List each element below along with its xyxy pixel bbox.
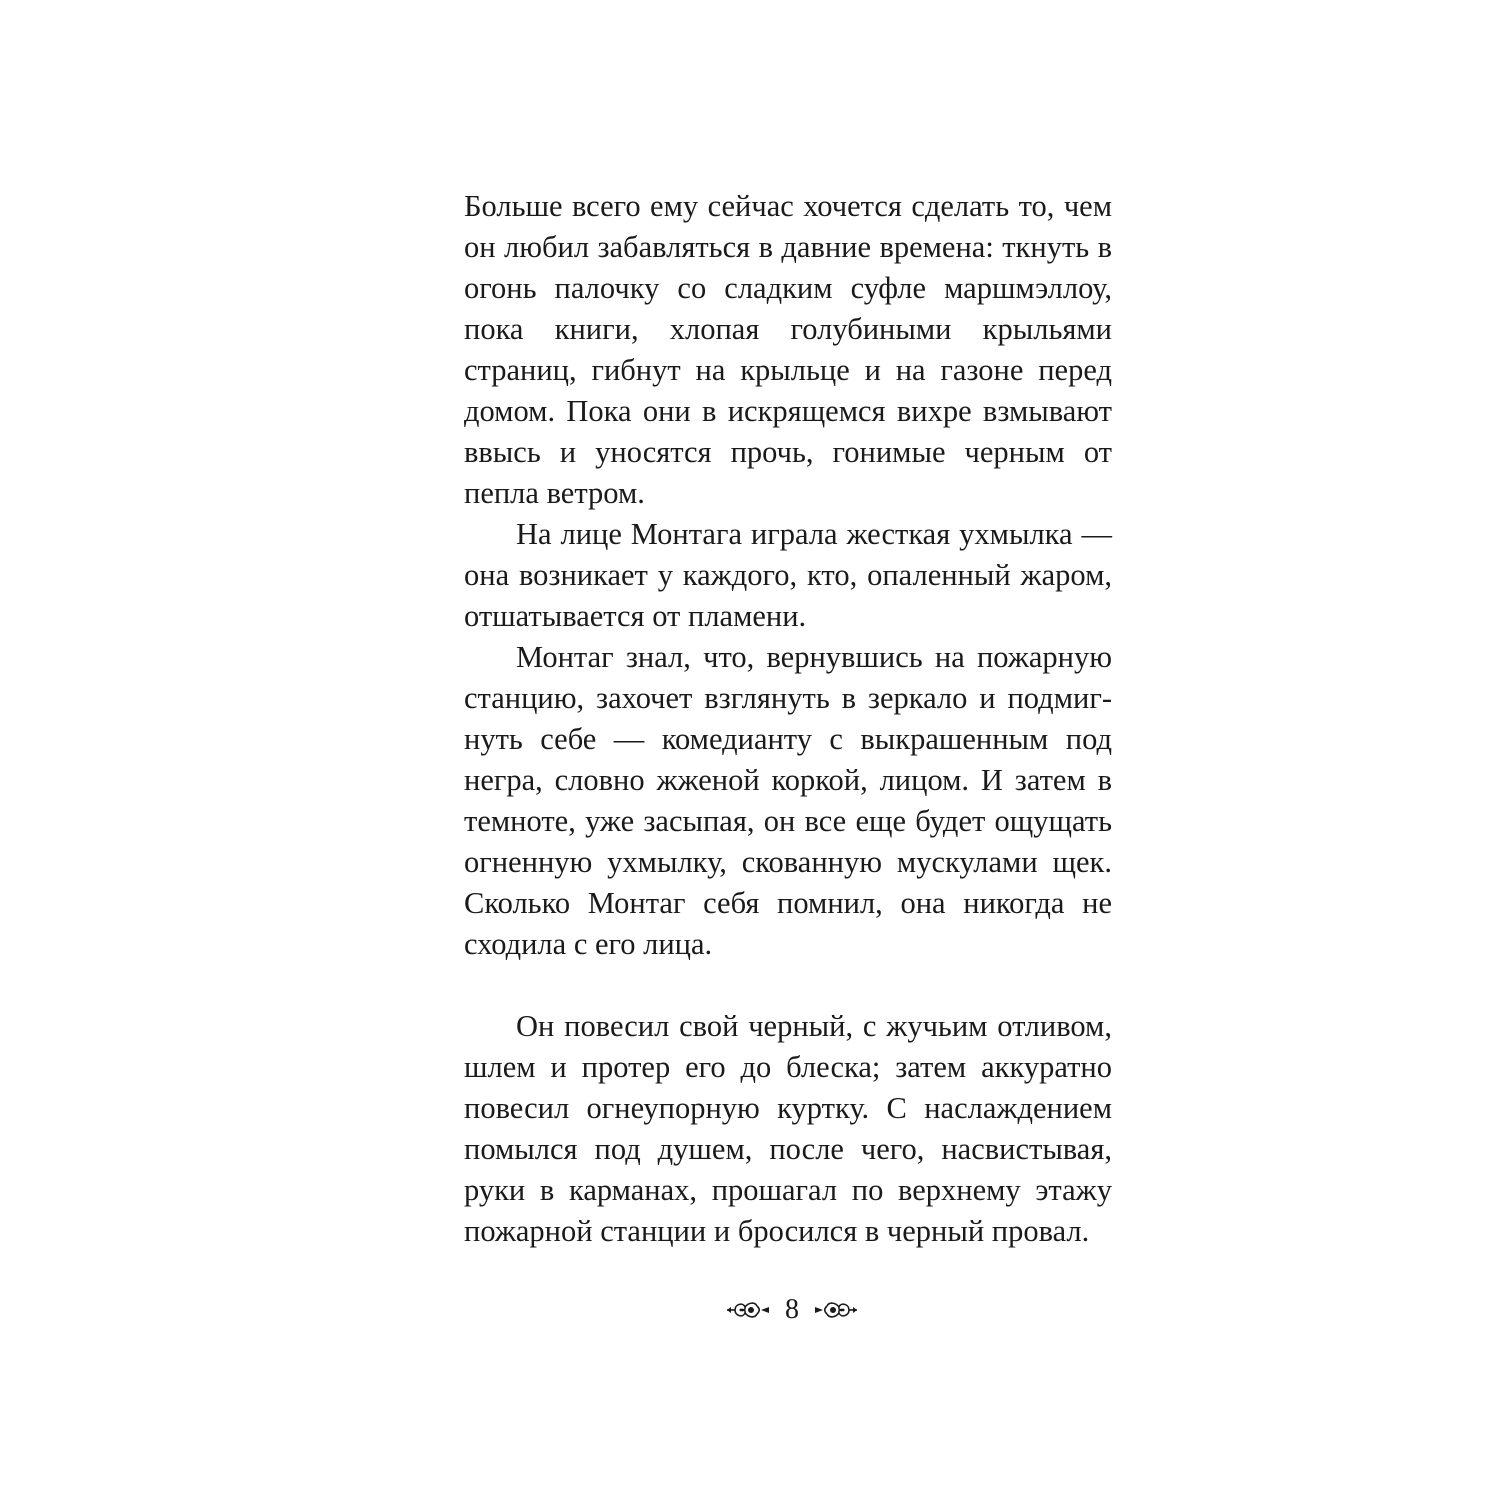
paragraph-2: На лице Монтага играла жесткая ухмылка — она возникает у каждого, кто, опаленный жаром, отшатывается от пламени.	[464, 517, 1112, 633]
right-scroll-ornament-icon	[813, 1296, 859, 1324]
body-text	[464, 186, 1112, 1252]
paragraph-1: Больше всего ему сейчас хочется сделать то, чем он любил забавляться в давние времена: ткнуть в огонь палочку со сладким суфле маршмэллоу, пока книги, хлопая голубиными крыльями страниц, гибнут на крыльце и на газоне перед домом. Пока они в искрящемся вихре взмывают ввысь и уносятся прочь, гонимые черным от пепла ветром.	[464, 189, 1112, 510]
paragraph-4: Он повесил свой черный, с жучьим отливом, шлем и протер его до блеска; затем аккуратно повесил огнеупорную куртку. С наслаждением помылся под душем, после чего, насвистывая, руки в карманах, прошагал по верхнему этажу пожарной станции и бросился в черный провал.	[464, 1009, 1112, 1248]
left-scroll-ornament-icon	[725, 1296, 771, 1324]
paragraph-3: Монтаг знал, что, вернувшись на пожарную станцию, захочет взглянуть в зеркало и подмигнуть себе — комедианту с выкрашенным под негра, словно жженой коркой, лицом. И затем в темноте, уже засыпая, он все еще будет ощущать огненную ухмылку, скованную мускулами щек. Сколько Монтаг себя помнил, она никогда не сходила с его лица.	[464, 640, 1112, 961]
page-footer	[42, 1288, 1500, 1332]
page-number: 8	[785, 1294, 799, 1325]
